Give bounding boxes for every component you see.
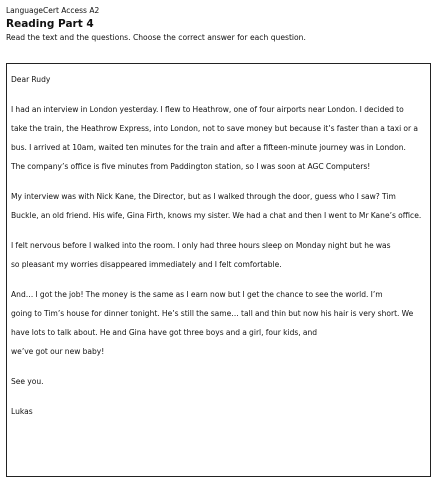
letter-line: And… I got the job! The money is the same as I earn now but I get the chance to see the world. I’m [11, 290, 383, 299]
exam-label: LanguageCert Access A2 [6, 6, 100, 15]
letter-line: going to Tim’s house for dinner tonight. He’s still the same… tall and thin but now his hair is very short. We [11, 309, 414, 318]
letter-box [6, 63, 431, 477]
letter-closing: See you. [11, 377, 44, 386]
page-header [6, 6, 438, 43]
letter-line: I felt nervous before I walked into the room. I only had three hours sleep on Monday night but he was [11, 241, 391, 250]
letter-line: we’ve got our new baby! [11, 347, 105, 356]
letter-text [11, 70, 426, 421]
letter-line: The company’s office is five minutes from Paddington station, so I was soon at AGC Computers! [11, 162, 371, 171]
letter-signature: Lukas [11, 407, 33, 416]
letter-line: Buckle, an old friend. His wife, Gina Firth, knows my sister. We had a chat and then I went to Mr Kane’s office. [11, 211, 422, 220]
letter-line: bus. I arrived at 10am, waited ten minutes for the train and after a fifteen-minute journey was in London. [11, 143, 406, 152]
instructions: Read the text and the questions. Choose the correct answer for each question. [6, 33, 306, 42]
letter-salutation: Dear Rudy [11, 75, 51, 84]
letter-line: take the train, the Heathrow Express, into London, not to save money but because it’s faster than a taxi or a [11, 124, 418, 133]
letter-line: so pleasant my worries disappeared immediately and I felt comfortable. [11, 260, 282, 269]
letter-line: My interview was with Nick Kane, the Director, but as I walked through the door, guess who I saw? Tim [11, 192, 396, 201]
letter-line: have lots to talk about. He and Gina have got three boys and a girl, four kids, and [11, 328, 318, 337]
part-title: Reading Part 4 [6, 18, 94, 30]
letter-line: I had an interview in London yesterday. I flew to Heathrow, one of four airports near London. I decided to [11, 105, 404, 114]
